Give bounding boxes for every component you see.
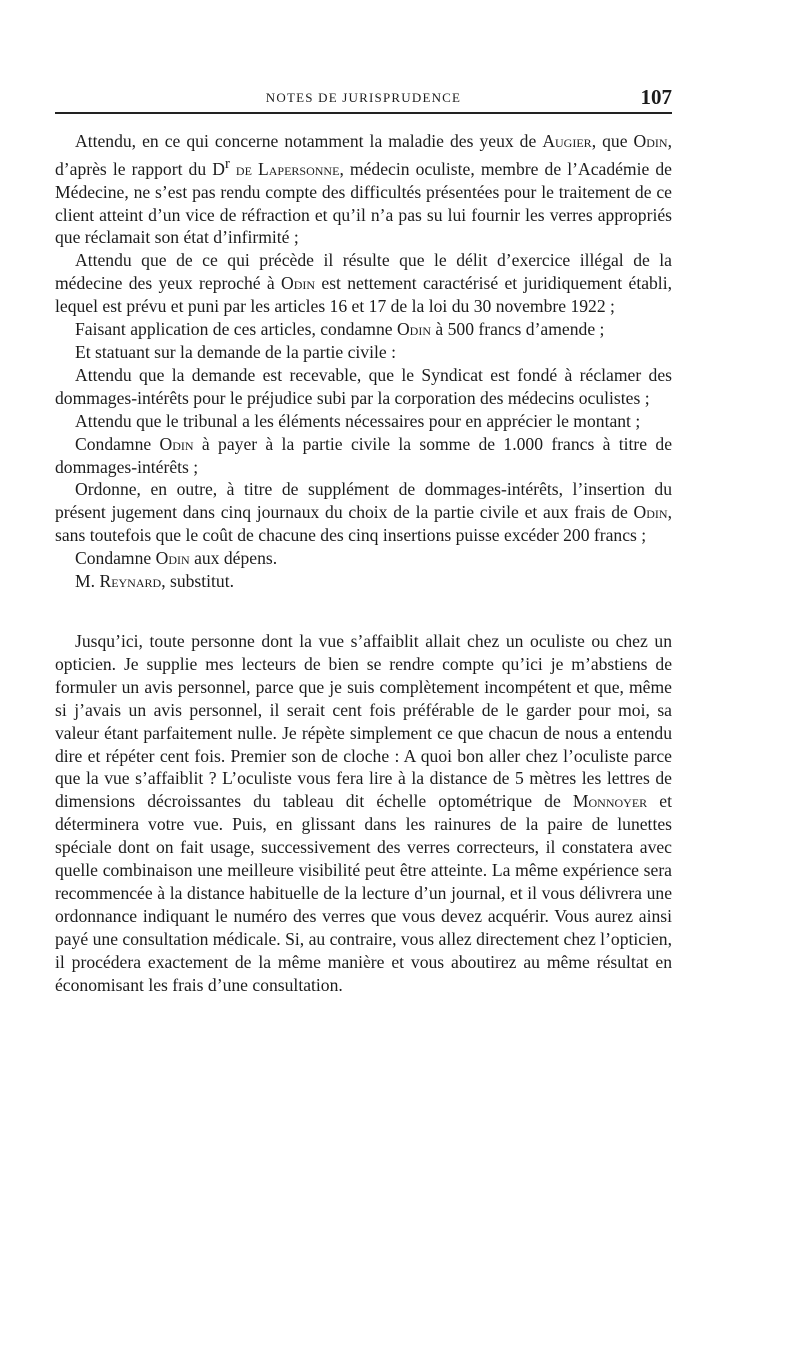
paragraph: Attendu, en ce qui concerne notamment la maladie des yeux de Augier, que Odin, d’après le rapport du $D^r$ de Lapersonne, médecin oculiste, membre de l’Académie de Médecine, ne s’est pas rendu compte des difficultés présentées pour le traitement de ce client atteint d’un vice de réfraction et qu’il n’a pas su lui fournir les verres appropriés que réclamait son état d’infirmité ;	[55, 131, 672, 248]
page-number: 107	[640, 85, 672, 109]
name-odin: Odin	[155, 548, 190, 569]
name-odin: Odin	[633, 502, 668, 523]
paragraph: Attendu que la demande est recevable, que le Syndicat est fondé à réclamer des dommages-intérêts pour le préjudice subi par la corporation des médecins oculistes ;	[55, 364, 672, 408]
name-monnoyer: Monnoyer	[572, 791, 648, 812]
paragraph: Faisant application de ces articles, condamne Odin à 500 francs d’amende ;	[75, 319, 605, 340]
paragraph: Attendu que le tribunal a les éléments nécessaires pour en apprécier le montant ;	[75, 410, 641, 431]
name-odin: Odin	[159, 433, 194, 454]
running-title: NOTES DE JURISPRUDENCE	[265, 90, 462, 105]
paragraph: Et statuant sur la demande de la partie civile :	[75, 342, 396, 363]
paragraph: Attendu que de ce qui précède il résulte que le délit d’exercice illégal de la médecine des yeux reproché à Odin est nettement caractérisé et juridiquement établi, lequel est prévu et puni par les articles 16 et 17 de la loi du 30 novembre 1922 ;	[55, 250, 672, 317]
book-page	[55, 86, 672, 996]
name-odin: Odin	[633, 131, 668, 151]
name-augier: Augier	[542, 131, 592, 151]
judgment-text	[55, 130, 672, 593]
name-lapersonne: de Lapersonne	[235, 158, 340, 179]
page-header	[55, 86, 672, 114]
name-reynard: Reynard	[99, 571, 162, 592]
paragraph: Condamne Odin aux dépens.	[75, 548, 278, 569]
signature-line: M. Reynard, substitut.	[75, 571, 235, 592]
name-odin: Odin	[396, 319, 431, 340]
name-odin: Odin	[281, 273, 316, 294]
paragraph: Ordonne, en outre, à titre de supplément de dommages-intérêts, l’insertion du présent jugement dans cinq journaux du choix de la partie civile et aux frais de Odin, sans toutefois que le coût de chacune des cinq insertions puisse excéder 200 francs ;	[55, 479, 672, 546]
paragraph: Condamne Odin à payer à la partie civile la somme de 1.000 francs à titre de dommages-intérêts ;	[55, 433, 673, 477]
commentary-text	[55, 630, 672, 997]
paragraph: Jusqu’ici, toute personne dont la vue s’affaiblit allait chez un oculiste ou chez un opticien. Je supplie mes lecteurs de bien se rendre compte qu’ici je m’abstiens de formuler un avis personnel, parce que je suis complètement incompétent et que, même si j’avais un avis personnel, il serait cent fois préférable de le garder pour moi, sa valeur étant parfaitement nulle. Je répète simplement ce que chacun de nous a entendu dire et répéter cent fois. Premier son de cloche : A quoi bon aller chez l’oculiste parce que la vue s’affaiblit ? L’oculiste vous fera lire à la distance de 5 mètres les lettres de dimensions décroissantes du tableau dit échelle optométrique de Monnoyer et déterminera votre vue. Puis, en glissant dans les rainures de la paire de lunettes spéciale dont on fait usage, successivement des verres correcteurs, il constatera avec quelle combinaison une meilleure visibilité peut être atteinte. La même expérience sera recommencée à la distance habituelle de la lecture d’un journal, et il vous délivrera une ordonnance indiquant le numéro des verres que vous devez acquérir. Vous aurez ainsi payé une consultation médicale. Si, au contraire, vous allez directement chez l’opticien, il procédera exactement de la même manière et vous aboutirez au même résultat en économisant les frais d’une consultation.	[55, 630, 673, 995]
superscript: r	[224, 155, 230, 172]
